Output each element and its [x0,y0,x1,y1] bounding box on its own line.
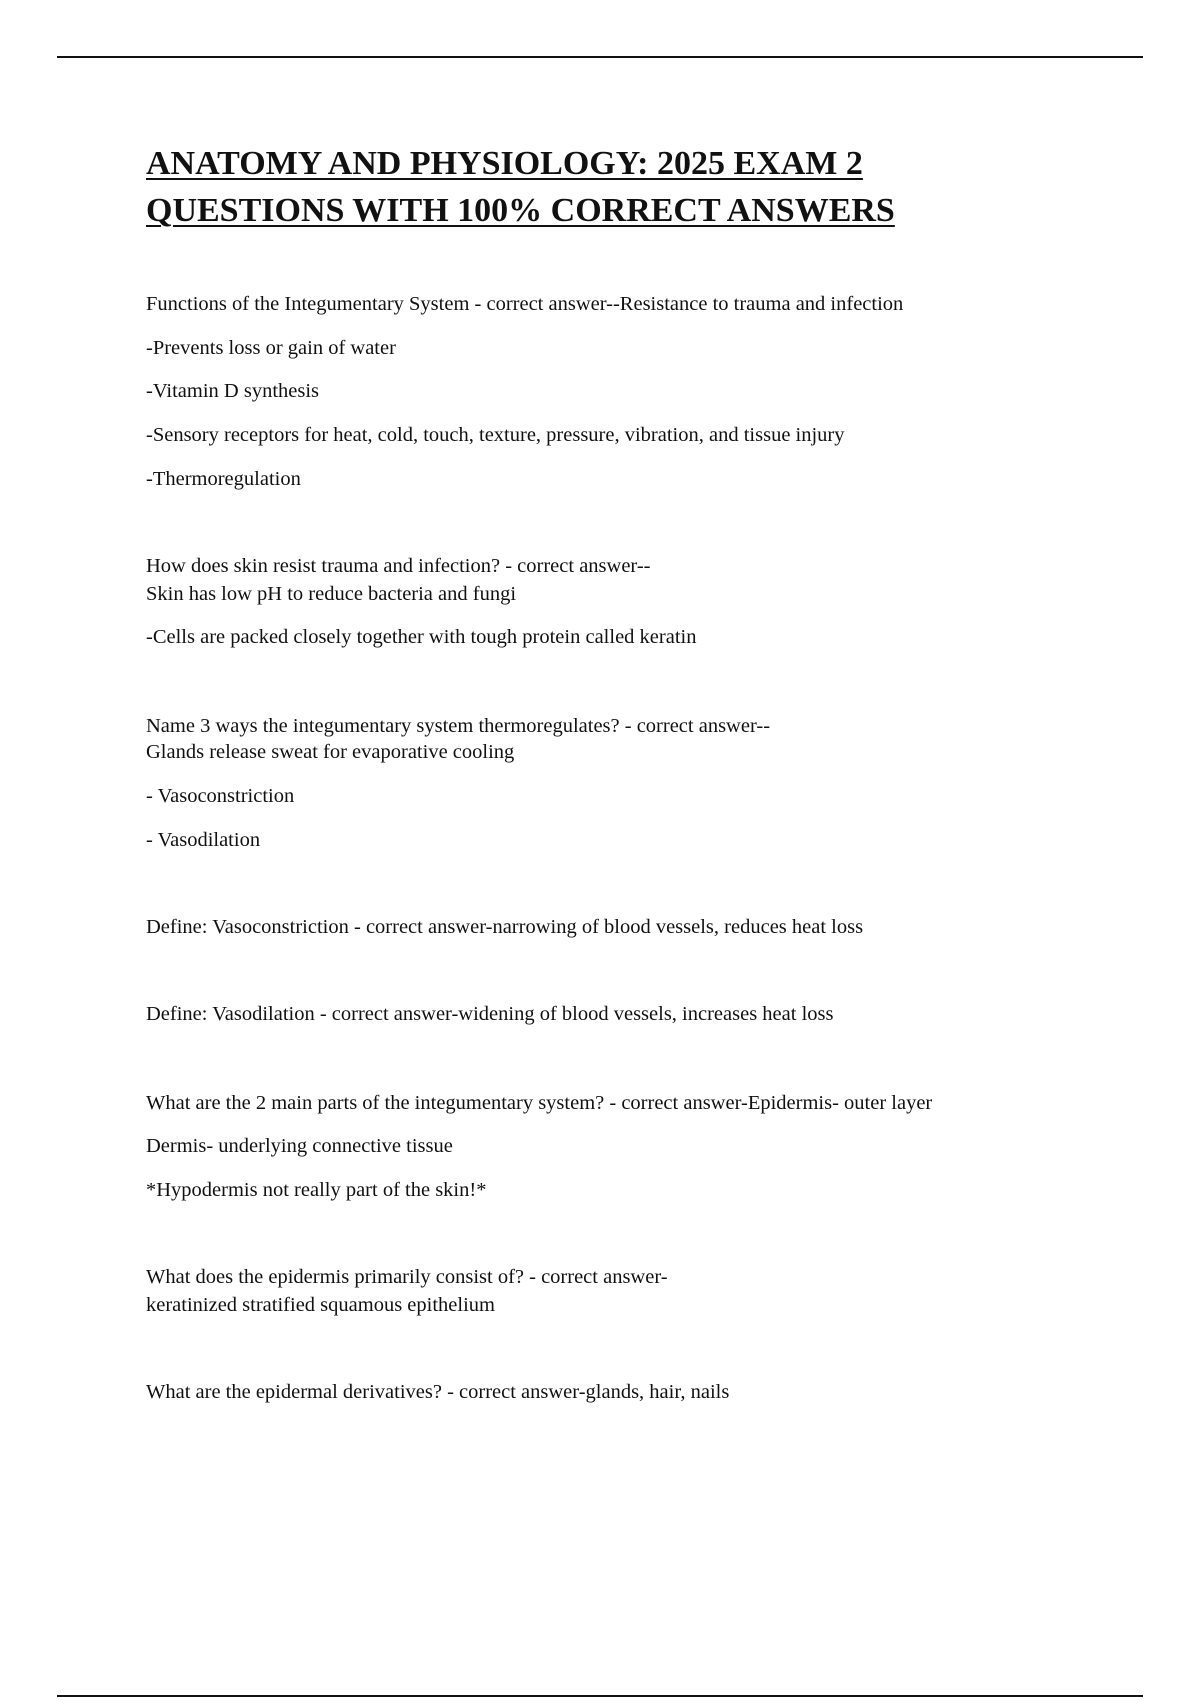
qa-line: keratinized stratified squamous epithelium [146,1294,495,1316]
bottom-rule [57,1695,1143,1697]
document-title [146,140,1106,234]
qa-line: Define: Vasodilation - correct answer-widening of blood vessels, increases heat loss [146,1003,834,1025]
qa-line: -Prevents loss or gain of water [146,337,396,359]
qa-line: Glands release sweat for evaporative cooling [146,741,515,763]
qa-line: Functions of the Integumentary System - correct answer--Resistance to trauma and infection [146,293,904,315]
qa-line: Skin has low pH to reduce bacteria and fungi [146,583,517,605]
title-line-2: QUESTIONS WITH 100% CORRECT ANSWERS [146,192,895,229]
qa-line: - Vasoconstriction [146,785,295,807]
title-line-1: ANATOMY AND PHYSIOLOGY: 2025 EXAM 2 [146,145,863,182]
qa-line: Define: Vasoconstriction - correct answer-narrowing of blood vessels, reduces heat loss [146,916,864,938]
qa-line: Name 3 ways the integumentary system thermoregulates? - correct answer-- [146,715,771,737]
qa-line: *Hypodermis not really part of the skin!* [146,1179,487,1201]
qa-line: Dermis- underlying connective tissue [146,1135,453,1157]
qa-line: How does skin resist trauma and infection? - correct answer-- [146,555,651,577]
qa-line: -Sensory receptors for heat, cold, touch, texture, pressure, vibration, and tissue injury [146,424,845,446]
qa-line: -Cells are packed closely together with tough protein called keratin [146,626,697,648]
qa-line: What does the epidermis primarily consist of? - correct answer- [146,1266,668,1288]
qa-line: - Vasodilation [146,829,261,851]
qa-line: What are the epidermal derivatives? - correct answer-glands, hair, nails [146,1381,730,1403]
qa-line: -Thermoregulation [146,468,301,490]
qa-line: What are the 2 main parts of the integumentary system? - correct answer-Epidermis- outer layer [146,1092,933,1114]
top-rule [57,56,1143,58]
qa-line: -Vitamin D synthesis [146,380,320,402]
